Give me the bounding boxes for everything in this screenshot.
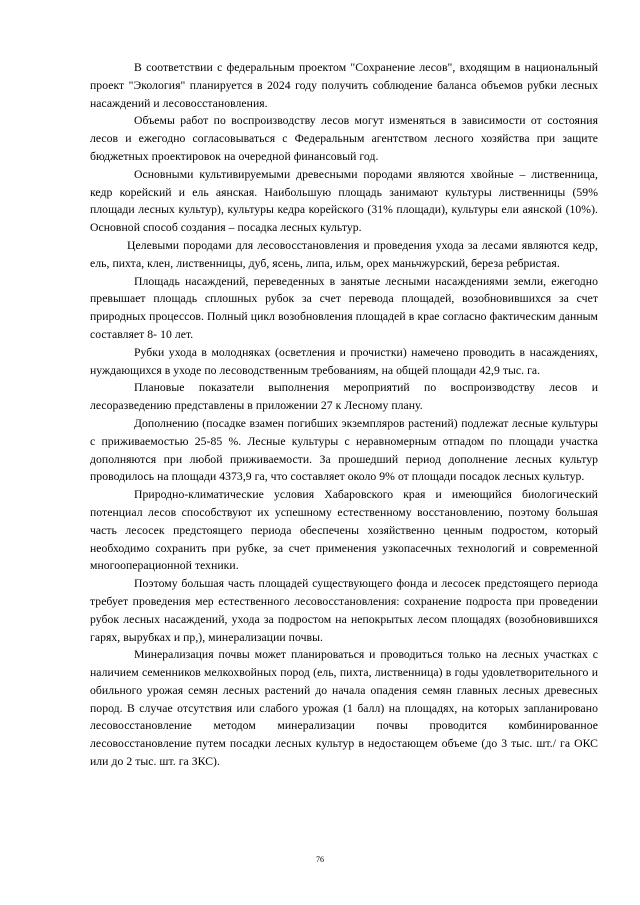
paragraph-supplement-planting: Дополнению (посадке взамен погибших экземпляров растений) подлежат лесные культуры с приживаемостью 25-85 %. Лесные культуры с неравномерным отпадом по площади участка дополняются при любой приживаемости. За прошедший период дополнение лесных культур проводилось на площади 4373,9 га, что составляет около 9% от площади посадок лесных культур. (90, 416, 598, 484)
paragraph-plantation-area: Площадь насаждений, переведенных в занятые лесными насаждениями земли, ежегодно превышает площадь сплошных рубок за счет перевода площадей, возобновившихся за счет природных процессов. Полный цикл возобновления площадей в крае согласно фактическим данным составляет 8- 10 лет. (90, 274, 598, 341)
paragraph-thinning: Рубки ухода в молодняках (осветления и прочистки) намечено проводить в насаждениях, нуждающихся в уходе по лесоводственным требованиям, на общей площади 42,9 тыс. га. (90, 345, 598, 377)
paragraph-cultivated-species: Основными культивируемыми древесными породами являются хвойные – лиственница, кедр корейский и ель аянская. Наибольшую площадь занимают культуры лиственницы (59% площади лесных культур), культуры кедра корейского (31% площади), культуры ели аянской (10%). Основной способ создания – посадка лесных культур. (90, 167, 598, 235)
paragraph-target-species: Целевыми породами для лесовосстановления и проведения ухода за лесами являются кедр, ель, пихта, клен, лиственницы, дуб, ясень, липа, ильм, орех маньчжурский, береза ребристая. (90, 238, 598, 270)
paragraph-plan-indicators: Плановые показатели выполнения мероприятий по воспроизводству лесов и лесоразведению представлены в приложении 27 к Лесному плану. (90, 381, 598, 413)
document-body (90, 59, 598, 771)
paragraph-soil-mineralization: Минерализация почвы может планироваться и проводиться только на лесных участках с наличием семенников мелкохвойных пород (ель, пихта, лиственница) в годы удовлетворительного и обильного урожая семян лесных растений до начала опадения семян главных лесных древесных пород. В случае отсутствия или слабого урожая (1 балл) на площадях, на которых запланировано лесовосстановление методом минерализации почвы проводится комбинированное лесовосстановление путем посадки лесных культур в недостающем объеме (до 3 тыс. шт./ га ОКС или до 2 тыс. шт. га ЗКС). (90, 648, 598, 769)
paragraph-work-volumes: Объемы работ по воспроизводству лесов могут изменяться в зависимости от состояния лесов и ежегодно согласовываться с Федеральным агентством лесного хозяйства при защите бюджетных проектировок на очередной финансовый год. (90, 114, 598, 163)
paragraph-natural-regeneration: Поэтому большая часть площадей существующего фонда и лесосек предстоящего периода требует проведения мер естественного лесовосстановления: сохранение подроста при проведении рубок лесных насаждений, ухода за подростом на непокрытых лесом площадях (возобновившихся гарях, вырубках и пр,), минерализации почвы. (90, 577, 598, 644)
page-number: 76 (316, 855, 324, 864)
paragraph-natural-conditions: Природно-климатические условия Хабаровского края и имеющийся биологический потенциал лесов способствуют их успешному естественному восстановлению, поэтому большая часть лесосек предстоящего периода обеспечены хозяйственно ценным подростом, который необходимо сохранить при рубке, за счет применения узкопасечных технологий и современной многооперационной техники. (90, 488, 598, 573)
paragraph-national-project: В соответствии с федеральным проектом "Сохранение лесов", входящим в национальный проект "Экология" планируется в 2024 году получить соблюдение баланса объемов рубки лесных насаждений и лесовосстановления. (90, 61, 598, 110)
